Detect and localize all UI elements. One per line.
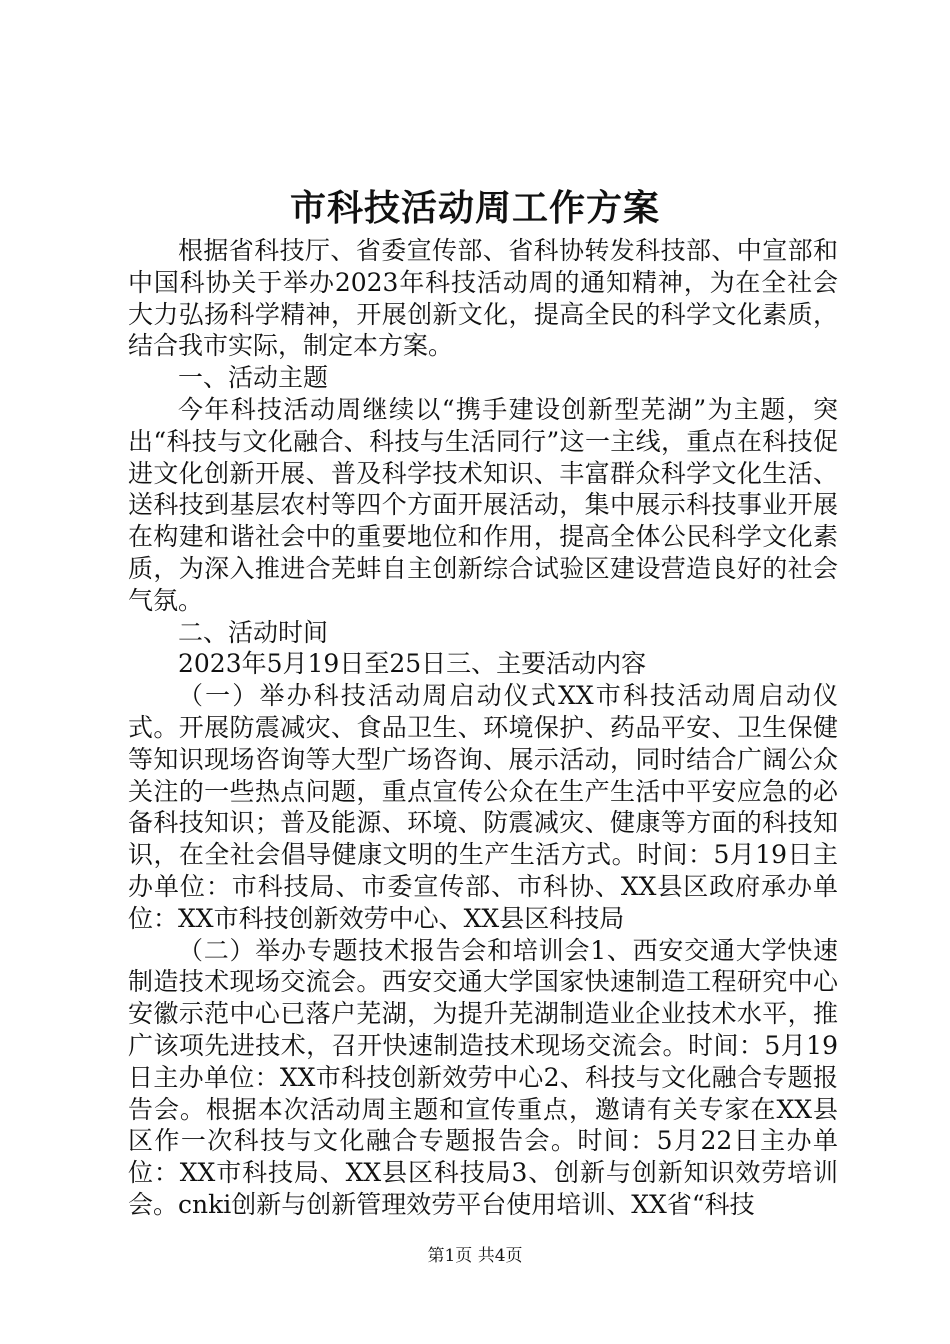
paragraph-intro: 根据省科技厅、省委宣传部、省科协转发科技部、中宣部和中国科协关于举办2023年科技活动周的通知精神，为在全社会大力弘扬科学精神，开展创新文化，提高全民的科学文化素质，结合我市实际，制定本方案。 [128,236,838,361]
heading-activity-time: 二、活动时间 [178,617,329,647]
paragraph-activity-time: 2023年5月19日至25日三、主要活动内容 [178,649,647,679]
heading-activity-theme: 一、活动主题 [178,363,329,393]
document-body [128,235,838,1221]
page-number-footer: 第1页 共4页 [427,1246,523,1266]
document-title: 市科技活动周工作方案 [289,187,660,229]
paragraph-activity-theme: 今年科技活动周继续以“携手建设创新型芜湖”为主题，突出“科技与文化融合、科技与生活同行”这一主线，重点在科技促进文化创新开展、普及科学技术知识、丰富群众科学文化生活、送科技到基层农村等四个方面开展活动，集中展示科技事业开展在构建和谐社会中的重要地位和作用，提高全体公民科学文化素质，为深入推进合芜蚌自主创新综合试验区建设营造良好的社会气氛。 [128,394,838,615]
paragraph-launch-ceremony: （一）举办科技活动周启动仪式XX市科技活动周启动仪式。开展防震减灾、食品卫生、环境保护、药品平安、卫生保健等知识现场咨询等大型广场咨询、展示活动，同时结合广阔公众关注的一些热点问题，重点宣传公众在生产生活中平安应急的必备科技知识；普及能源、环境、防震减灾、健康等方面的科技知识，在全社会倡导健康文明的生产生活方式。时间：5月19日主办单位：市科技局、市委宣传部、市科协、XX县区政府承办单位：XX市科技创新效劳中心、XX县区科技局 [128,681,838,933]
paragraph-reports-training: （二）举办专题技术报告会和培训会1、西安交通大学快速制造技术现场交流会。西安交通大学国家快速制造工程研究中心安徽示范中心已落户芜湖，为提升芜湖制造业企业技术水平，推广该项先进技术，召开快速制造技术现场交流会。时间：5月19日主办单位：XX市科技创新效劳中心2、科技与文化融合专题报告会。根据本次活动周主题和宣传重点，邀请有关专家在XX县区作一次科技与文化融合专题报告会。时间：5月22日主办单位：XX市科技局、XX县区科技局3、创新与创新知识效劳培训会。cnki创新与创新管理效劳平台使用培训、XX省“科技 [128,935,838,1219]
